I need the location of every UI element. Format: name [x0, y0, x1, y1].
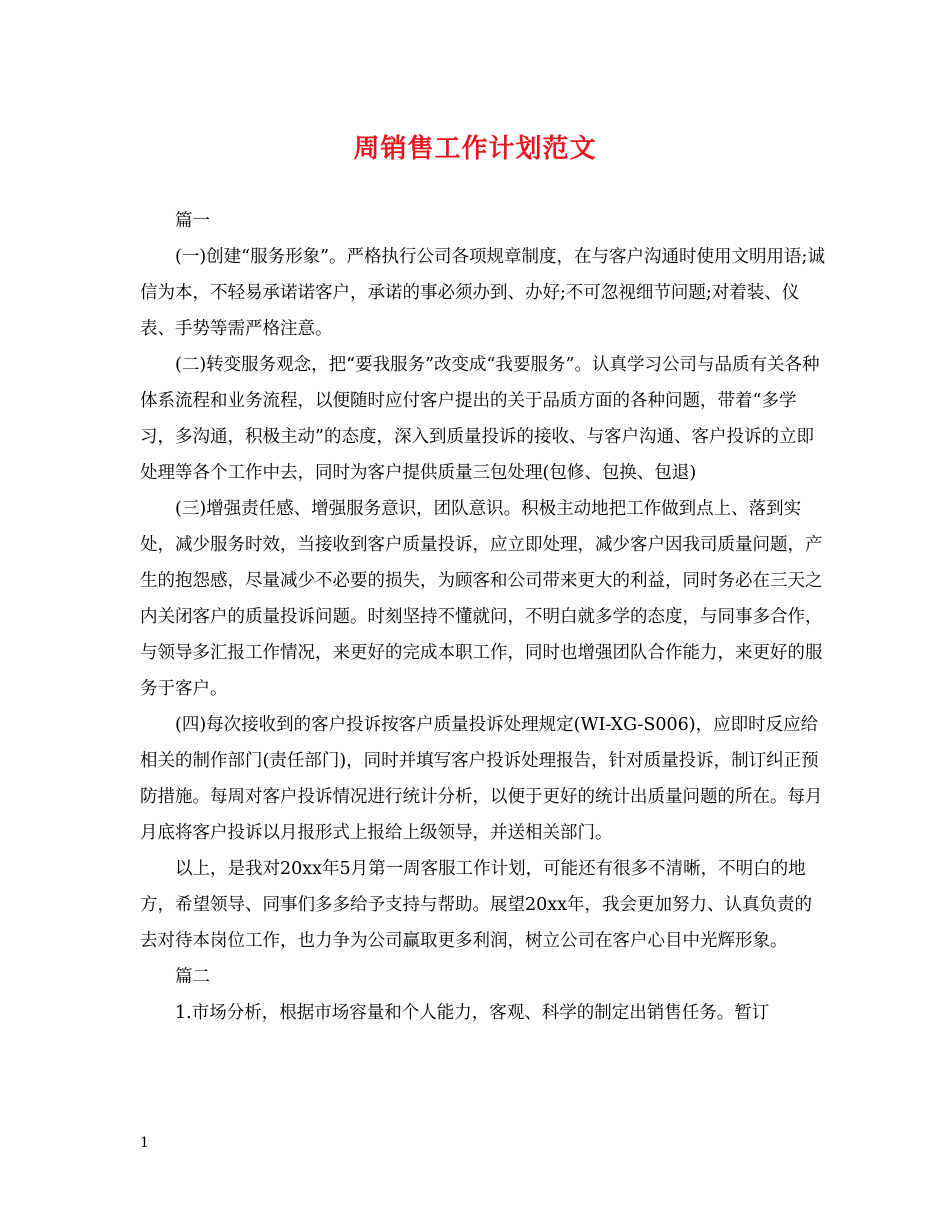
paragraph: (三)增强责任感、增强服务意识，团队意识。积极主动地把工作做到点上、落到实处，减少服务时效，当接收到客户质量投诉，应立即处理，减少客户因我司质量问题，产生的抱怨感，尽量减少不必要的损失，为顾客和公司带来更大的利益，同时务必在三天之内关闭客户的质量投诉问题。时刻坚持不懂就问，不明白就多学的态度，与同事多合作，与领导多汇报工作情况，来更好的完成本职工作，同时也增强团队合作能力，来更好的服务于客户。 — [140, 499, 823, 699]
document-title: 周销售工作计划范文 — [353, 134, 597, 164]
paragraph: 1.市场分析，根据市场容量和个人能力，客观、科学的制定出销售任务。暂订 — [175, 1003, 770, 1023]
paragraph: (四)每次接收到的客户投诉按客户质量投诉处理规定(WI-XG-S006)，应即时反应给相关的制作部门(责任部门)，同时并填写客户投诉处理报告，针对质量投诉，制订纠正预防措施。每周对客户投诉情况进行统计分析，以便于更好的统计出质量问题的所在。每月月底将客户投诉以月报形式上报给上级领导，并送相关部门。 — [140, 715, 823, 843]
paragraph: 以上，是我对20xx年5月第一周客服工作计划，可能还有很多不清晰，不明白的地方，希望领导、同事们多多给予支持与帮助。展望20xx年，我会更加努力、认真负责的去对待本岗位工作，也力争为公司赢取更多利润，树立公司在客户心目中光辉形象。 — [140, 859, 813, 951]
document-body — [140, 203, 825, 1031]
paragraph: (一)创建“服务形象”。严格执行公司各项规章制度，在与客户沟通时使用文明用语;诚信为本，不轻易承诺诺客户，承诺的事必须办到、办好;不可忽视细节问题;对着装、仪表、手势等需严格注意。 — [140, 247, 825, 339]
paragraph: (二)转变服务观念，把“要我服务”改变成“我要服务”。认真学习公司与品质有关各种体系流程和业务流程，以便随时应付客户提出的关于品质方面的各种问题，带着“多学习，多沟通，积极主动”的态度，深入到质量投诉的接收、与客户沟通、客户投诉的立即处理等各个工作中去，同时为客户提供质量三包处理(包修、包换、包退) — [140, 355, 820, 483]
page-number: 1 — [140, 1135, 149, 1151]
section-heading: 篇二 — [175, 967, 210, 987]
section-heading: 篇一 — [175, 211, 210, 231]
